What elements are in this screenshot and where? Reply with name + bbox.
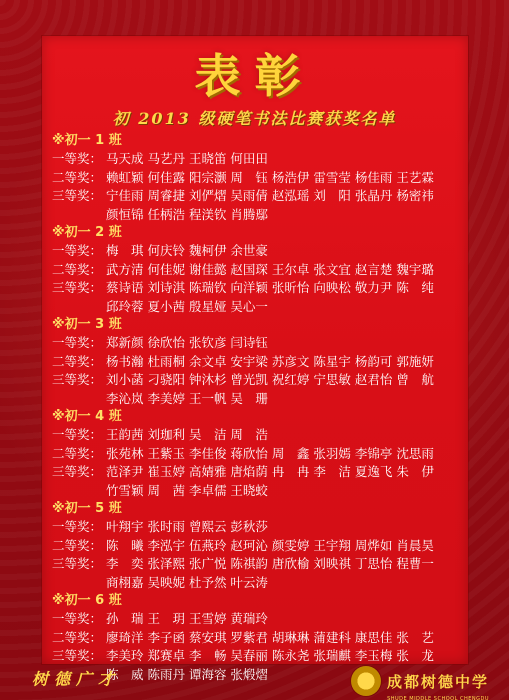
class-title: ※初一 4 班 xyxy=(52,409,122,425)
award-label: 一等奖： xyxy=(52,611,103,627)
class-title: ※初一 5 班 xyxy=(52,501,122,517)
winner-names xyxy=(106,279,466,316)
award-row xyxy=(52,426,466,444)
winner-line: 杨书瀚 杜雨桐 余文卓 安宇梁 苏彦文 陈星宇 杨韵可 郭施妍 xyxy=(106,353,434,369)
award-row xyxy=(52,463,466,500)
winner-names xyxy=(106,353,466,371)
award-label: 一等奖： xyxy=(52,243,103,259)
winner-line: 梅 琪 何庆铃 魏柯伊 余世豪 xyxy=(106,243,268,259)
winner-line: 张苑林 王紫玉 李佳俊 蒋欣怡 周 鑫 张羽嫣 李锦亭 沈思雨 xyxy=(106,445,434,461)
winner-line: 商栩嘉 吴映妮 杜予然 叶云涛 xyxy=(106,574,268,590)
award-label: 二等奖： xyxy=(52,261,103,277)
winner-names xyxy=(106,629,466,647)
motto: 树德广才 xyxy=(32,669,121,689)
award-row xyxy=(52,629,466,647)
page-subtitle: 初 2013 级硬笔书法比赛获奖名单 xyxy=(112,109,397,128)
award-row xyxy=(52,555,466,592)
winner-names xyxy=(106,150,466,168)
award-label: 二等奖： xyxy=(52,537,103,553)
class-section xyxy=(52,408,466,500)
award-label: 三等奖： xyxy=(52,556,103,572)
winner-line: 邱玲蓉 夏小茜 殷星娅 吴心一 xyxy=(106,298,268,314)
school-name: 成都树德中学 xyxy=(386,672,489,691)
winner-line: 孙 瑞 王 玥 王雪婷 黄瑞玲 xyxy=(106,611,268,627)
award-row xyxy=(52,518,466,536)
class-title: ※初一 2 班 xyxy=(52,225,122,241)
winner-names xyxy=(106,610,466,628)
class-title: ※初一 3 班 xyxy=(52,317,122,333)
award-row xyxy=(52,187,466,224)
winner-line: 范泽尹 崔玉婷 高婧雅 唐焰荫 冉 冉 李 洁 夏逸飞 朱 伊 xyxy=(106,464,434,480)
winner-names xyxy=(106,555,466,592)
winner-names xyxy=(106,187,466,224)
class-section xyxy=(52,500,466,592)
winner-line: 王韵茜 刘珈利 吴 洁 周 浩 xyxy=(106,427,268,443)
class-title: ※初一 1 班 xyxy=(52,133,122,148)
award-row xyxy=(52,610,466,628)
winner-line: 竹雪颖 周 茜 李卓儒 王晓蛟 xyxy=(106,482,268,498)
winner-names xyxy=(106,518,466,536)
winner-line: 李美玲 郑赛卓 李 畅 吴春丽 陈永尧 张瑞麒 李玉梅 张 龙 xyxy=(106,648,434,664)
winner-names xyxy=(106,537,466,555)
award-list xyxy=(52,132,466,684)
class-section xyxy=(52,316,466,408)
winner-line: 宁佳雨 周睿捷 刘俨熠 吴雨倩 赵泓瑶 刘 阳 张晶丹 杨密祎 xyxy=(106,188,434,204)
class-section xyxy=(52,224,466,316)
winner-names xyxy=(106,426,466,444)
award-row xyxy=(52,371,466,408)
winner-line: 郑新颜 徐欣怡 张钦彦 闫诗钰 xyxy=(106,335,268,351)
award-row xyxy=(52,261,466,279)
class-title: ※初一 6 班 xyxy=(52,593,122,609)
winner-line: 陈 威 陈雨丹 谭海容 张煅熠 xyxy=(106,666,268,682)
winner-line: 赖虹颖 何佳露 阳宗灏 周 钰 杨浩伊 雷雪莹 杨佳雨 王艺霖 xyxy=(106,169,434,185)
award-label: 三等奖： xyxy=(52,372,103,388)
award-row xyxy=(52,445,466,463)
winner-names xyxy=(106,334,466,352)
page-title: 表彰 xyxy=(194,49,315,103)
winner-line: 颜恒锦 任柄浩 程渼钦 肖腾鄢 xyxy=(106,206,268,222)
school-english-name: SHUDE MIDDLE SCHOOL CHENGDU xyxy=(387,696,489,700)
award-row xyxy=(52,279,466,316)
winner-line: 李 奕 张泽熙 张广悦 陈祺韵 唐欣榆 刘映祺 丁思怡 程曹一 xyxy=(106,556,434,572)
winner-names xyxy=(106,371,466,408)
winner-line: 陈 曦 李泓宇 伍燕玲 赵珂沁 颜雯婷 王宇翔 周烨如 肖晨昊 xyxy=(106,537,434,553)
winner-names xyxy=(106,169,466,187)
winner-names xyxy=(106,445,466,463)
award-row xyxy=(52,169,466,187)
winner-line: 武方清 何佳妮 谢佳懿 赵国琛 王尔卓 张文宜 赵言楚 魏宇璐 xyxy=(106,261,434,277)
award-row xyxy=(52,334,466,352)
award-label: 二等奖： xyxy=(52,353,103,369)
award-label: 二等奖： xyxy=(52,169,103,185)
award-row xyxy=(52,150,466,168)
award-label: 一等奖： xyxy=(52,151,103,167)
award-row xyxy=(52,242,466,260)
winner-names xyxy=(106,261,466,279)
award-row xyxy=(52,537,466,555)
winner-line: 蔡诗语 刘诗淇 陈瑞钦 向洋颖 张昕怡 向映松 敬力尹 陈 纯 xyxy=(106,280,434,296)
winner-names xyxy=(106,242,466,260)
award-label: 三等奖： xyxy=(52,188,103,204)
award-label: 一等奖： xyxy=(52,519,103,535)
award-row xyxy=(52,353,466,371)
winner-line: 李沁岚 李美婷 王一帆 吴 珊 xyxy=(106,390,268,406)
award-label: 三等奖： xyxy=(52,280,103,296)
award-label: 一等奖： xyxy=(52,335,103,351)
school-brand xyxy=(351,666,489,696)
class-section xyxy=(52,132,466,224)
school-logo-icon xyxy=(351,666,381,696)
award-label: 三等奖： xyxy=(52,648,103,664)
winner-line: 刘小菡 刁骁阳 钟沐杉 曾光凯 祝红婷 宁思敏 赵君怡 曾 航 xyxy=(106,372,434,388)
winner-names xyxy=(106,463,466,500)
award-label: 二等奖： xyxy=(52,629,103,645)
award-label: 二等奖： xyxy=(52,445,103,461)
winner-line: 马天成 马艺丹 王晓笛 何田田 xyxy=(106,151,268,167)
award-label: 一等奖： xyxy=(52,427,103,443)
award-label: 三等奖： xyxy=(52,464,103,480)
winner-line: 叶翔宇 张时雨 曾熙云 彭秋莎 xyxy=(106,519,268,535)
winner-line: 廖琦洋 李子函 蔡安琪 罗紫君 胡琳琳 蒲建科 康思佳 张 艺 xyxy=(106,629,434,645)
